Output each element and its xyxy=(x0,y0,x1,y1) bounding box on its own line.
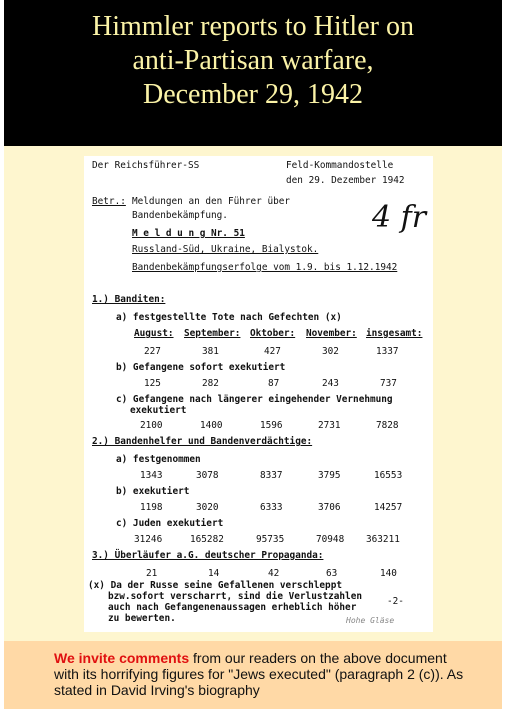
cell: 14257 xyxy=(374,502,403,513)
cell: 1400 xyxy=(200,420,223,431)
cell: 3020 xyxy=(196,502,219,513)
cell: 1596 xyxy=(260,420,283,431)
cell: 3078 xyxy=(196,470,219,481)
cell: 42 xyxy=(268,568,280,579)
doc-report-title: M e l d u n g Nr. 51 xyxy=(132,228,245,239)
title-line-2: anti-Partisan warfare, xyxy=(132,45,374,76)
cell: 70948 xyxy=(316,534,345,545)
cell: 282 xyxy=(202,378,219,389)
page-number: -2- xyxy=(387,596,404,607)
doc-subject-line-2: Bandenbekämpfung. xyxy=(132,210,228,221)
footnote-line-4: zu bewerten. xyxy=(108,613,176,624)
invite-comments-text: We invite comments xyxy=(54,650,190,666)
doc-sender: Der Reichsführer-SS xyxy=(92,160,200,171)
cell: 363211 xyxy=(366,534,400,545)
doc-subject-label: Betr.: xyxy=(92,196,126,207)
doc-place: Feld-Kommandostelle xyxy=(286,160,394,171)
cell: 427 xyxy=(264,346,281,357)
cell: 3795 xyxy=(318,470,341,481)
cell: 2100 xyxy=(140,420,163,431)
col-header-oktober: Oktober: xyxy=(250,328,296,339)
document-scan xyxy=(84,156,433,632)
cell: 381 xyxy=(202,346,219,357)
col-header-september: September: xyxy=(184,328,241,339)
doc-section-2b: b) exekutiert xyxy=(116,486,190,497)
footnote-line-2: bzw.sofort verscharrt, sind die Verlustzahlen xyxy=(108,591,362,602)
col-header-november: November: xyxy=(306,328,357,339)
cell: 8337 xyxy=(260,470,283,481)
handwritten-note: 4 fr xyxy=(372,200,427,235)
doc-date: den 29. Dezember 1942 xyxy=(286,175,405,186)
doc-subject-line-1: Meldungen an den Führer über xyxy=(132,196,291,207)
title-line-1: Himmler reports to Hitler on xyxy=(92,11,414,42)
cell: 165282 xyxy=(190,534,224,545)
cell: 3706 xyxy=(318,502,341,513)
doc-section-2a: a) festgenommen xyxy=(116,454,201,465)
comment-footer xyxy=(4,641,502,709)
cell: 7828 xyxy=(376,420,399,431)
doc-section-2: 2.) Bandenhelfer und Bandenverdächtige: xyxy=(92,436,313,447)
cell: 95735 xyxy=(256,534,285,545)
cell: 14 xyxy=(208,568,220,579)
cell: 1343 xyxy=(140,470,163,481)
doc-section-1b: b) Gefangene sofort exekutiert xyxy=(116,362,286,373)
doc-regions: Russland-Süd, Ukraine, Bialystok. xyxy=(132,244,319,255)
cell: 125 xyxy=(144,378,161,389)
cell: 1337 xyxy=(376,346,399,357)
cell: 21 xyxy=(146,568,158,579)
cell: 302 xyxy=(322,346,339,357)
cell: 16553 xyxy=(374,470,403,481)
title-line-3: December 29, 1942 xyxy=(142,79,364,110)
footnote-line-3: auch nach Gefangenenaussagen erheblich höher xyxy=(108,602,357,613)
cell: 243 xyxy=(322,378,339,389)
doc-section-2c: c) Juden exekutiert xyxy=(116,518,224,529)
page-frame xyxy=(4,0,502,709)
doc-section-1a: a) festgestellte Tote nach Gefechten (x) xyxy=(116,312,342,323)
footer-text xyxy=(54,650,474,698)
page-header xyxy=(4,0,502,146)
cell: 140 xyxy=(380,568,397,579)
cell: 87 xyxy=(268,378,280,389)
footer-body-text: from our readers on the above document with its horrifying figures for "Jews executed" (paragraph 2 (c)). As stated in David Irving's biography xyxy=(54,650,464,698)
cell: 2731 xyxy=(318,420,341,431)
doc-section-1c-line-1: c) Gefangene nach längerer eingehender Vernehmung xyxy=(116,394,393,405)
col-header-august: August: xyxy=(134,328,174,339)
archive-stamp: Hohe Gläse xyxy=(346,616,395,625)
col-header-insgesamt: insgesamt: xyxy=(366,328,423,339)
doc-period: Bandenbekämpfungserfolge vom 1.9. bis 1.12.1942 xyxy=(132,262,398,273)
doc-section-1: 1.) Banditen: xyxy=(92,294,166,305)
cell: 63 xyxy=(326,568,338,579)
cell: 31246 xyxy=(134,534,163,545)
cell: 227 xyxy=(144,346,161,357)
cell: 1198 xyxy=(140,502,163,513)
cell: 737 xyxy=(380,378,397,389)
cell: 6333 xyxy=(260,502,283,513)
doc-section-3: 3.) Überläufer a.G. deutscher Propaganda: xyxy=(92,550,324,561)
footnote-line-1: (x) Da der Russe seine Gefallenen verschleppt xyxy=(88,580,342,591)
doc-section-1c-line-2: exekutiert xyxy=(130,405,187,416)
